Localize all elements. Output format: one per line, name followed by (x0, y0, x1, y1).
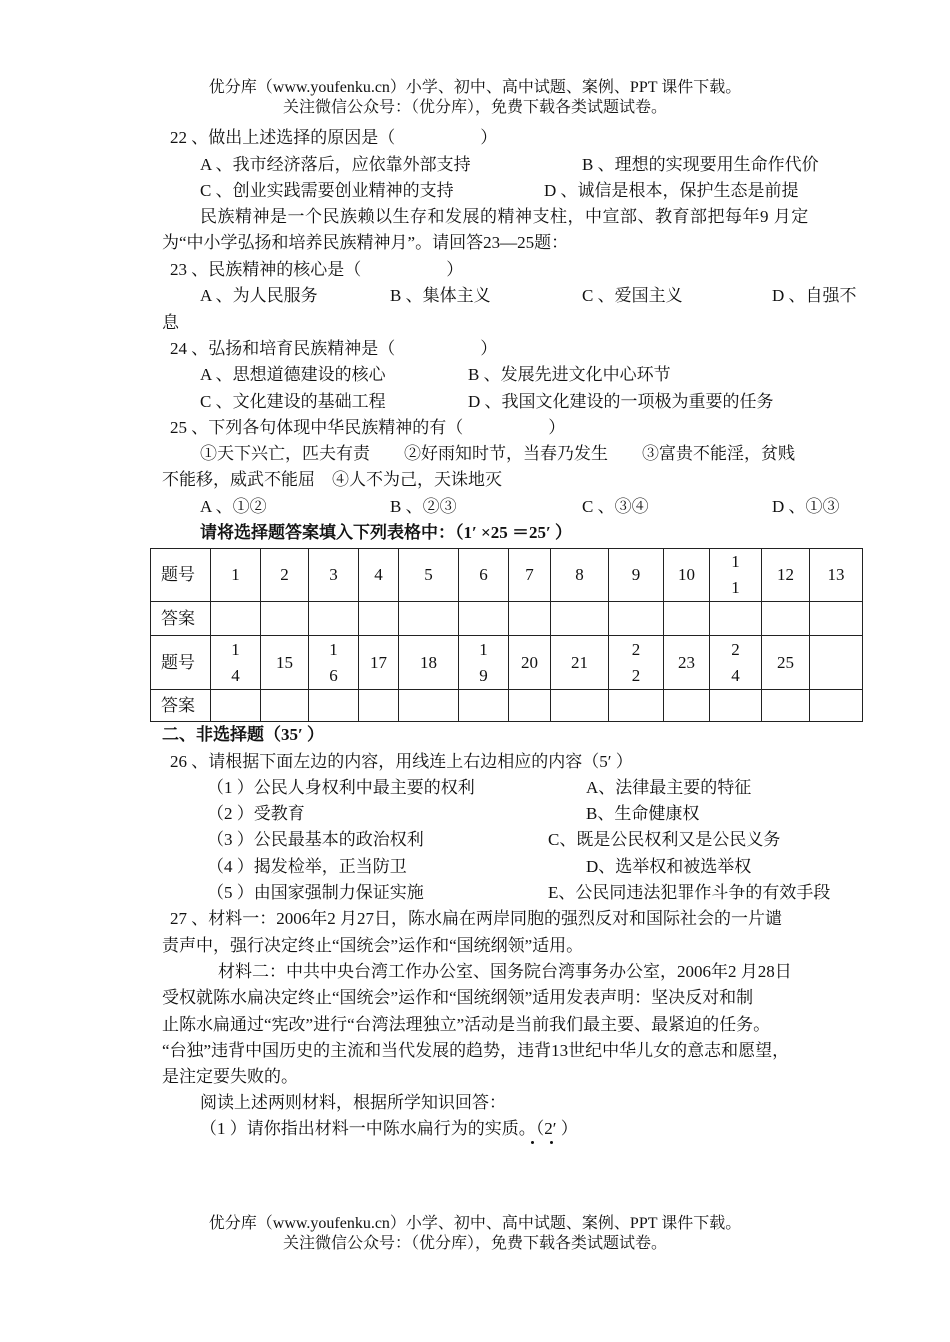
question-number-cell: 17 (359, 636, 399, 690)
q27-material-1-line-2: 责声中，强行决定终止“国统会”运作和“国统纲领”适用。 (162, 936, 584, 955)
header-line-1: 优分库（www.youfenku.cn）小学、初中、高中试题、案例、PPT 课件下载。 (208, 79, 742, 96)
answer-table (150, 548, 863, 722)
q27-material-2-line-2: 受权就陈水扁决定终止“国统会”运作和“国统纲领”适用发表声明：坚决反对和制 (162, 988, 754, 1007)
answer-cell[interactable] (399, 602, 459, 636)
q24-stem: 24 、弘扬和培育民族精神是（ ） (170, 339, 498, 358)
q25-option-b: B 、②③ (390, 497, 457, 516)
intro-line-2: 为“中小学弘扬和培养民族精神月”。请回答23—25题： (162, 233, 569, 252)
question-number-cell (459, 636, 509, 690)
question-number-cell (710, 636, 762, 690)
q25-option-c: C 、③④ (582, 497, 649, 516)
q26-right-item: C、既是公民权利又是公民义务 (548, 830, 781, 849)
question-number-cell (609, 636, 664, 690)
answer-cell[interactable] (459, 690, 509, 722)
q25-items-line-1: ①天下兴亡，匹夫有责 ②好雨知时节，当春乃发生 ③富贵不能淫，贫贱 (200, 444, 795, 463)
q27-material-1-line-1: 27 、材料一：2006年2 月27日，陈水扁在两岸同胞的强烈反对和国际社会的一片谴 (170, 909, 782, 928)
answer-cell[interactable] (810, 690, 863, 722)
answer-cell[interactable] (762, 602, 810, 636)
answer-cell[interactable] (359, 602, 399, 636)
question-number-cell: 13 (810, 549, 863, 602)
answer-cell[interactable] (359, 690, 399, 722)
question-number-cell: 9 (609, 549, 664, 602)
q26-left-item: （4 ）揭发检举，正当防卫 (207, 857, 407, 876)
q24-option-b: B 、发展先进文化中心环节 (468, 365, 671, 384)
answer-table-note: 请将选择题答案填入下列表格中：（1′ ×25 ＝25′ ） (200, 523, 572, 542)
question-number-cell (211, 636, 261, 690)
q26-left-item: （3 ）公民最基本的政治权利 (207, 830, 424, 849)
q26-right-item: D、选举权和被选举权 (586, 857, 752, 876)
answer-cell[interactable] (609, 690, 664, 722)
q22-option-d: D 、诚信是根本，保护生态是前提 (544, 181, 799, 200)
q23-option-a: A 、为人民服务 (200, 286, 318, 305)
q24-option-d: D 、我国文化建设的一项极为重要的任务 (468, 392, 774, 411)
answer-cell[interactable] (551, 690, 609, 722)
q26-right-item: B、生命健康权 (586, 804, 700, 823)
question-number-cell: 23 (664, 636, 710, 690)
question-label: 题号 (151, 636, 211, 690)
footer-line-1: 优分库（www.youfenku.cn）小学、初中、高中试题、案例、PPT 课件下载。 (208, 1215, 742, 1232)
intro-line-1: 民族精神是一个民族赖以生存和发展的精神支柱，中宣部、教育部把每年9 月定 (200, 207, 809, 226)
question-number-cell: 5 (399, 549, 459, 602)
q22-option-b: B 、理想的实现要用生命作代价 (582, 155, 819, 174)
section-2-title: 二、非选择题（35′ ） (162, 725, 325, 744)
answer-cell[interactable] (609, 602, 664, 636)
q22-stem: 22 、做出上述选择的原因是（ ） (170, 128, 498, 147)
q25-items-line-2: 不能移，威武不能屈 ④人不为己，天诛地灭 (162, 470, 502, 489)
question-number-cell: 2 (261, 549, 309, 602)
question-number-cell: 21 (551, 636, 609, 690)
table-row-answers-2 (151, 690, 863, 722)
emphasis-dot (550, 1141, 553, 1144)
q25-stem: 25 、下列各句体现中华民族精神的有（ ） (170, 418, 566, 437)
q23-option-d: D 、自强不 (772, 286, 857, 305)
q25-option-a: A 、①② (200, 497, 267, 516)
question-number-cell: 8 (551, 549, 609, 602)
q27-material-2-line-5: 是注定要失败的。 (162, 1067, 298, 1086)
q26-right-item: E、公民同违法犯罪作斗争的有效手段 (548, 883, 831, 902)
q23-option-b: B 、集体主义 (390, 286, 491, 305)
q26-left-item: （5 ）由国家强制力保证实施 (207, 883, 424, 902)
answer-cell[interactable] (762, 690, 810, 722)
q26-stem: 26 、请根据下面左边的内容，用线连上右边相应的内容（5′ ） (170, 752, 633, 771)
question-number-cell: 4 (359, 549, 399, 602)
q23-option-d-cont: 息 (162, 313, 179, 332)
emphasis-dot (531, 1141, 534, 1144)
question-number-cell (309, 636, 359, 690)
q27-material-2-line-3: 止陈水扁通过“宪改”进行“台湾法理独立”活动是当前我们最主要、最紧迫的任务。 (162, 1015, 771, 1034)
question-number-cell: 10 (664, 549, 710, 602)
q22-option-c: C 、创业实践需要创业精神的支持 (200, 181, 454, 200)
question-number-cell (810, 636, 863, 690)
q26-left-item: （2 ）受教育 (207, 804, 305, 823)
question-number-cell: 15 (261, 636, 309, 690)
question-number-text: 16 (329, 639, 338, 685)
footer-line-2: 关注微信公众号：（优分库），免费下载各类试题试卷。 (282, 1235, 667, 1252)
table-row-question-numbers-2 (151, 636, 863, 690)
question-number-text: 14 (231, 639, 240, 685)
answer-cell[interactable] (710, 690, 762, 722)
table-row-question-numbers-1 (151, 549, 863, 602)
question-number-cell (710, 549, 762, 602)
question-number-cell: 12 (762, 549, 810, 602)
answer-label: 答案 (151, 602, 211, 636)
table-row-answers-1 (151, 602, 863, 636)
q23-option-c: C 、爱国主义 (582, 286, 683, 305)
question-number-cell: 1 (211, 549, 261, 602)
q26-left-item: （1 ）公民人身权利中最主要的权利 (207, 778, 475, 797)
question-number-text: 24 (731, 639, 740, 685)
answer-cell[interactable] (309, 690, 359, 722)
question-number-cell: 18 (399, 636, 459, 690)
answer-cell[interactable] (509, 602, 551, 636)
question-number-text: 22 (631, 639, 641, 685)
answer-label: 答案 (151, 690, 211, 722)
q25-option-d: D 、①③ (772, 497, 840, 516)
answer-cell[interactable] (810, 602, 863, 636)
q23-stem: 23 、民族精神的核心是（ ） (170, 260, 464, 279)
question-number-cell: 6 (459, 549, 509, 602)
question-number-cell: 3 (309, 549, 359, 602)
q24-option-a: A 、思想道德建设的核心 (200, 365, 386, 384)
q27-material-2-line-1: 材料二：中共中央台湾工作办公室、国务院台湾事务办公室，2006年2 月28日 (218, 962, 792, 981)
header-line-2: 关注微信公众号：（优分库），免费下载各类试题试卷。 (282, 99, 667, 116)
question-number-text: 11 (731, 552, 740, 597)
answer-cell[interactable] (261, 690, 309, 722)
answer-cell[interactable] (710, 602, 762, 636)
answer-cell[interactable] (664, 602, 710, 636)
question-number-cell: 20 (509, 636, 551, 690)
q27-sub-question-1: （1 ）请你指出材料一中陈水扁行为的实质。（2′ ） (200, 1119, 578, 1138)
answer-cell[interactable] (261, 602, 309, 636)
question-number-text: 19 (479, 639, 488, 685)
answer-cell[interactable] (211, 690, 261, 722)
question-number-cell: 25 (762, 636, 810, 690)
answer-cell[interactable] (309, 602, 359, 636)
question-label: 题号 (151, 549, 211, 602)
q22-option-a: A 、我市经济落后，应依靠外部支持 (200, 155, 471, 174)
question-number-cell: 7 (509, 549, 551, 602)
answer-cell[interactable] (664, 690, 710, 722)
answer-cell[interactable] (399, 690, 459, 722)
q27-material-2-line-4: “台独”违背中国历史的主流和当代发展的趋势，违背13世纪中华儿女的意志和愿望， (162, 1041, 790, 1060)
q24-option-c: C 、文化建设的基础工程 (200, 392, 386, 411)
answer-cell[interactable] (211, 602, 261, 636)
q26-right-item: A、法律最主要的特征 (586, 778, 752, 797)
answer-cell[interactable] (551, 602, 609, 636)
q27-prompt: 阅读上述两则材料，根据所学知识回答： (200, 1093, 506, 1112)
answer-cell[interactable] (509, 690, 551, 722)
answer-cell[interactable] (459, 602, 509, 636)
